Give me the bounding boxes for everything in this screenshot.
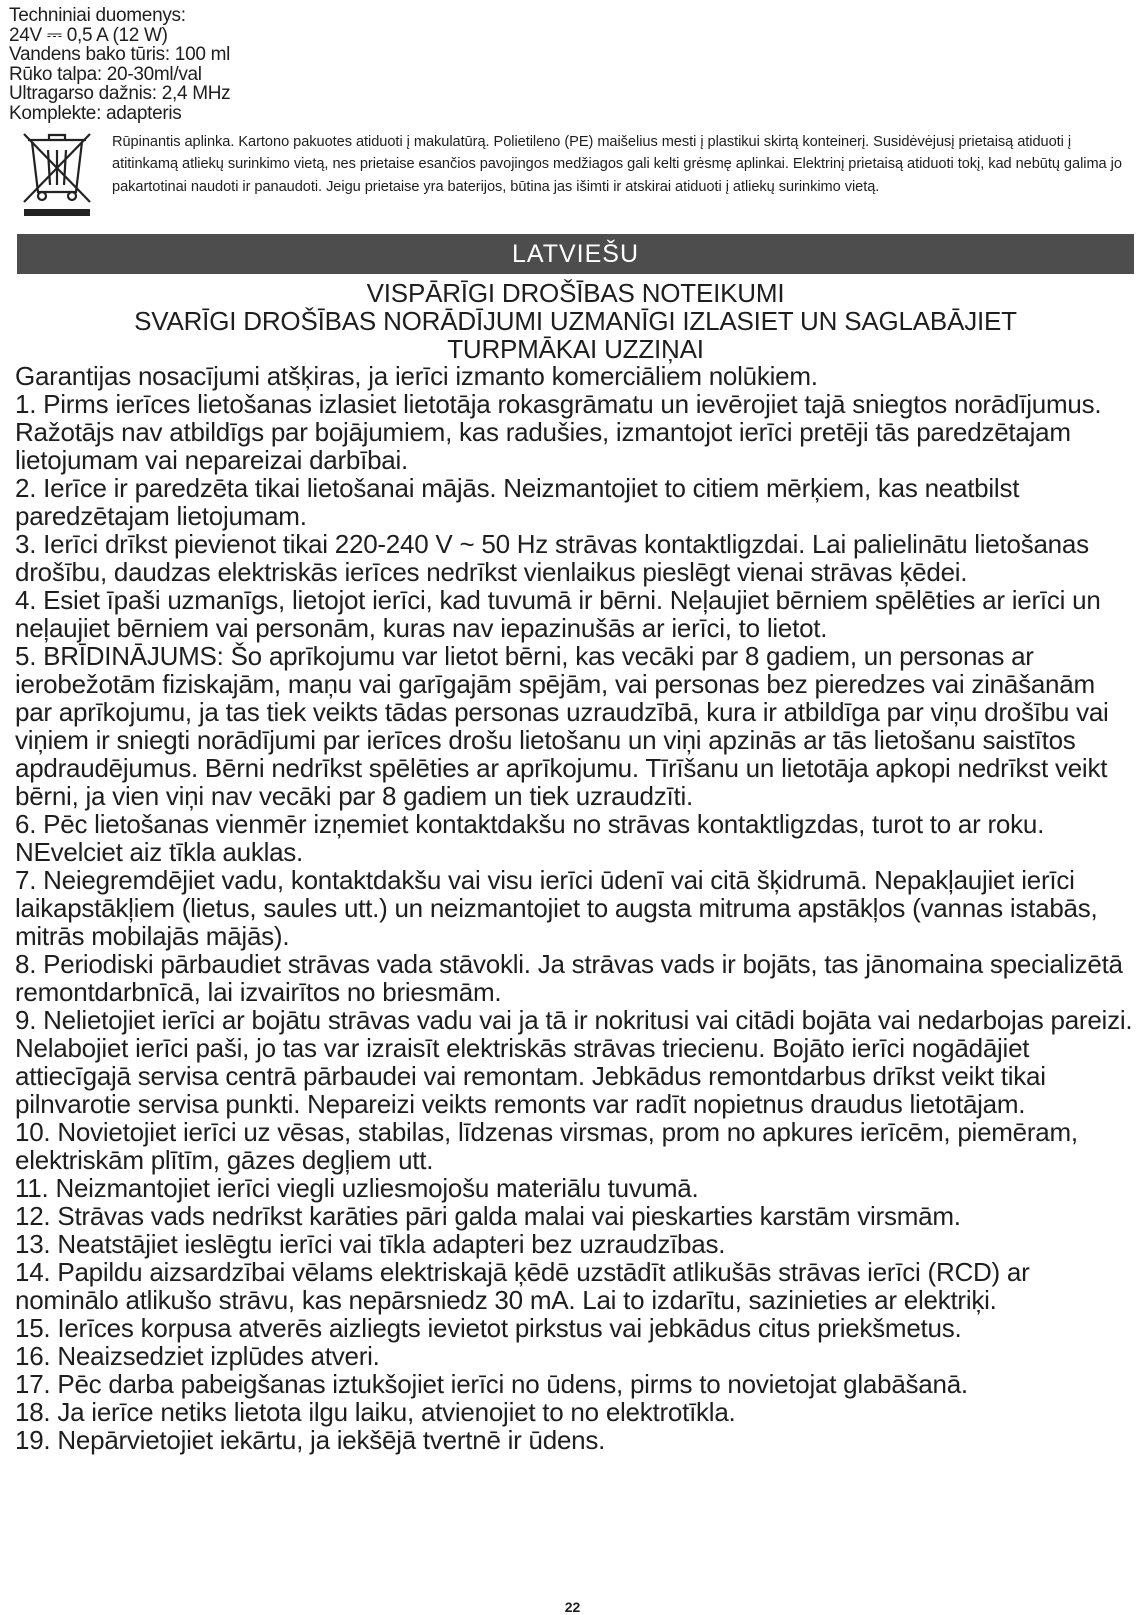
technical-data-line: Rūko talpa: 20-30ml/val — [9, 63, 202, 85]
safety-title-line: VISPĀRĪGI DROŠĪBAS NOTEIKUMI — [366, 278, 785, 308]
safety-rule-13: 13. Neatstājiet ieslēgtu ierīci vai tīkla adapteri bez uzraudzības. — [15, 1229, 726, 1259]
language-label: LATVIEŠU — [511, 240, 640, 268]
safety-title-line: SVARĪGI DROŠĪBAS NORĀDĪJUMI UZMANĪGI IZLASIET UN SAGLABĀJIET — [134, 306, 1017, 336]
safety-rule-1: 1. Pirms ierīces lietošanas izlasiet lietotāja rokasgrāmatu un ievērojiet tajā sniegtos norādījumus. Ražotājs nav atbildīgs par bojājumiem, kas radušies, izmantojot ierīci pretēji tās paredzētajam lietojumam vai nepareizai darbībai. — [15, 389, 1102, 475]
safety-rule-8: 8. Periodiski pārbaudiet strāvas vada stāvokli. Ja strāvas vads ir bojāts, tas jānomaina specializētā remontdarbnīcā, lai izvairītos no briesmām. — [15, 949, 1123, 1007]
safety-section-title — [17, 279, 1134, 363]
page-number: 22 — [564, 1599, 581, 1615]
safety-rule-17: 17. Pēc darba pabeigšanas iztukšojiet ierīci no ūdens, pirms to novietojat glabāšanā. — [15, 1369, 968, 1399]
technical-data-heading: Techniniai duomenys: — [9, 5, 186, 26]
language-section-bar — [17, 234, 1134, 274]
safety-rule-2: 2. Ierīce ir paredzēta tikai lietošanai mājās. Neizmantojiet to citiem mērķiem, kas neatbilst paredzētajam lietojumam. — [15, 473, 1020, 531]
safety-rule-14: 14. Papildu aizsardzībai vēlams elektriskajā ķēdē uzstādīt atlikušās strāvas ierīci (RCD) ar nominālo atlikušo strāvu, kas nepārsniedz 30 mA. Lai to izdarītu, sazinieties ar elektriķi. — [15, 1257, 1030, 1315]
safety-rule-4: 4. Esiet īpaši uzmanīgs, lietojot ierīci, kad tuvumā ir bērni. Neļaujiet bērniem spēlēties ar ierīci un neļaujiet bērniem vai personām, kuras nav iepazinušās ar ierīci, to lietot. — [15, 585, 1101, 643]
safety-rule-5: 5. BRĪDINĀJUMS: Šo aprīkojumu var lietot bērni, kas vecāki par 8 gadiem, un personas ar ierobežotām fiziskajām, maņu vai garīgajām spējām, vai personas bez pieredzes vai zināšanām par aprīkojumu, ja tas tiek veikts tādas personas uzraudzībā, kura ir atbildīga par viņu drošību vai viņiem ir sniegti norādījumi par ierīces drošu lietošanu un viņi apzinās ar tās lietošanu saistītos apdraudējumus. Bērni nedrīkst spēlēties ar aprīkojumu. Tīrīšanu un lietotāja apkopi nedrīkst veikt bērni, ja vien viņi nav vecāki par 8 gadiem un tiek uzraudzīti. — [15, 641, 1109, 811]
safety-rule-11: 11. Neizmantojiet ierīci viegli uzliesmojošu materiālu tuvumā. — [15, 1173, 699, 1203]
safety-rule-7: 7. Neiegremdējiet vadu, kontaktdakšu vai visu ierīci ūdenī vai citā šķidrumā. Nepakļaujiet ierīci laikapstākļiem (lietus, saules utt.) un neizmantojiet to augsta mitruma apstākļos (vannas istabās, mitrās mobilajās mājās). — [15, 865, 1098, 951]
safety-rule-9: 9. Nelietojiet ierīci ar bojātu strāvas vadu vai ja tā ir nokritusi vai citādi bojāta vai nedarbojas pareizi. Nelabojiet ierīci paši, jo tas var izraisīt elektriskās strāvas triecienu. Bojāto ierīci nogādājiet attiecīgajā servisa centrā pārbaudei vai remontam. Jebkādus remontdarbus drīkst veikt tikai pilnvarotie servisa punkti. Nepareizi veikts remonts var radīt nopietnus draudus lietotājam. — [15, 1005, 1133, 1119]
weee-crossed-bin-icon — [18, 130, 96, 220]
technical-data-line: Vandens bako tūris: 100 ml — [9, 44, 231, 65]
safety-rules — [15, 362, 1135, 1454]
technical-data-line: Komplekte: adapteris — [9, 102, 182, 124]
safety-rule-18: 18. Ja ierīce netiks lietota ilgu laiku, atvienojiet to no elektrotīkla. — [15, 1397, 736, 1427]
safety-title-line: TURPMĀKAI UZZIŅAI — [447, 334, 704, 364]
safety-rule-19: 19. Nepārvietojiet iekārtu, ja iekšējā tvertnē ir ūdens. — [15, 1425, 606, 1455]
warranty-note: Garantijas nosacījumi atšķiras, ja ierīci izmanto komerciāliem nolūkiem. — [15, 361, 818, 391]
safety-rule-3: 3. Ierīci drīkst pievienot tikai 220-240 V ~ 50 Hz strāvas kontaktligzdai. Lai palielinātu lietošanas drošību, daudzas elektriskās ierīces nedrīkst vienlaikus pieslēgt vienai strāvas ķēdei. — [15, 529, 1089, 587]
safety-rule-10: 10. Novietojiet ierīci uz vēsas, stabilas, līdzenas virsmas, prom no apkures ierīcēm, piemēram, elektriskām plītīm, gāzes degļiem utt. — [15, 1117, 1078, 1175]
safety-rule-15: 15. Ierīces korpusa atverēs aizliegts ievietot pirkstus vai jebkādus citus priekšmetus. — [15, 1313, 962, 1343]
safety-rule-12: 12. Strāvas vads nedrīkst karāties pāri galda malai vai pieskarties karstām virsmām. — [15, 1201, 961, 1231]
safety-rule-16: 16. Neaizsedziet izplūdes atveri. — [15, 1341, 380, 1371]
technical-data — [9, 6, 609, 123]
technical-data-line: 24V ⎓ 0,5 A (12 W) — [9, 24, 168, 46]
environment-notice: Rūpinantis aplinka. Kartono pakuotes atiduoti į makulatūrą. Polietileno (PE) maišelius mesti į plastikui skirtą konteinerį. Susidėvėjusį prietaisą atiduoti į atitinkamą atliekų surinkimo vietą, nes prietaise esančios pavojingos medžiagos gali kelti grėsmę aplinkai. Elektrinį prietaisą atiduoti tokį, kad nebūtų galima jo pakartotinai naudoti ir panaudoti. Jeigu prietaise yra baterijos, būtina jas išimti ir atskirai atiduoti į atliekų surinkimo vietą. — [112, 134, 1122, 195]
technical-data-line: Ultragarso dažnis: 2,4 MHz — [9, 83, 231, 104]
safety-rule-6: 6. Pēc lietošanas vienmēr izņemiet kontaktdakšu no strāvas kontaktligzdas, turot to ar roku. NEvelciet aiz tīkla auklas. — [15, 809, 1045, 867]
